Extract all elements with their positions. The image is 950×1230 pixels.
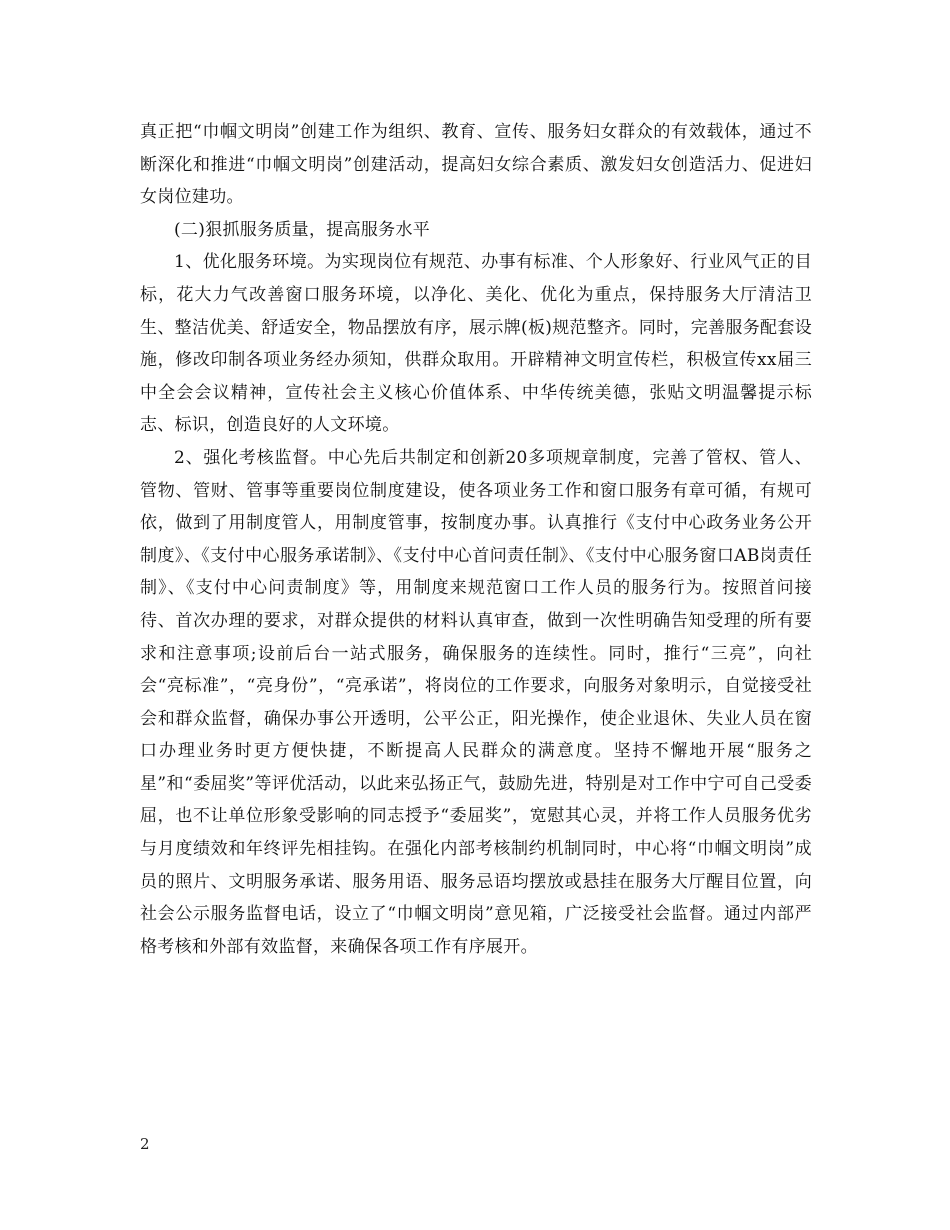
paragraph-service-environment: 1、优化服务环境。为实现岗位有规范、办事有标准、个人形象好、行业风气正的目标，花大力气改善窗口服务环境，以净化、美化、优化为重点，保持服务大厅清洁卫生、整洁优美、舒适安全，物品摆放有序，展示牌(板)规范整齐。同时，完善服务配套设施，修改印制各项业务经办须知，供群众取用。开辟精神文明宣传栏，积极宣传xx届三中全会会议精神，宣传社会主义核心价值体系、中华传统美德，张贴文明温馨提示标志、标识，创造良好的人文环境。: [140, 252, 812, 436]
paragraph-assessment-supervision: 2、强化考核监督。中心先后共制定和创新20多项规章制度，完善了管权、管人、管物、管财、管事等重要岗位制度建设，使各项业务工作和窗口服务有章可循，有规可依，做到了用制度管人，用制度管事，按制度办事。认真推行《支付中心政务业务公开制度》、《支付中心服务承诺制》、《支付中心首问责任制》、《支付中心服务窗口AB岗责任制》、《支付中心问责制度》等，用制度来规范窗口工作人员的服务行为。按照首问接待、首次办理的要求，对群众提供的材料认真审查，做到一次性明确告知受理的所有要求和注意事项;设前后台一站式服务，确保服务的连续性。同时，推行“三亮”，向社会“亮标准”，“亮身份”，“亮承诺”，将岗位的工作要求，向服务对象明示，自觉接受社会和群众监督，确保办事公开透明，公平公正，阳光操作，使企业退休、失业人员在窗口办理业务时更方便快捷，不断提高人民群众的满意度。坚持不懈地开展“服务之星”和“委屈奖”等评优活动，以此来弘扬正气，鼓励先进，特别是对工作中宁可自己受委屈，也不让单位形象受影响的同志授予“委屈奖”，宽慰其心灵，并将工作人员服务优劣与月度绩效和年终评先相挂钩。在强化内部考核制约机制同时，中心将“巾帼文明岗”成员的照片、文明服务承诺、服务用语、服务忌语均摆放或悬挂在服务大厅醒目位置，向社会公示服务监督电话，设立了“巾帼文明岗”意见箱，广泛接受社会监督。通过内部严格考核和外部有效监督，来确保各项工作有序展开。: [140, 447, 812, 957]
document-body: [140, 116, 812, 963]
section-heading: (二)狠抓服务质量，提高服务水平: [174, 219, 431, 240]
page-number: 2: [140, 1135, 150, 1153]
paragraph-intro: 真正把“巾帼文明岗”创建工作为组织、教育、宣传、服务妇女群众的有效载体，通过不断深化和推进“巾帼文明岗”创建活动，提高妇女综合素质、激发妇女创造活力、促进妇女岗位建功。: [140, 122, 812, 208]
